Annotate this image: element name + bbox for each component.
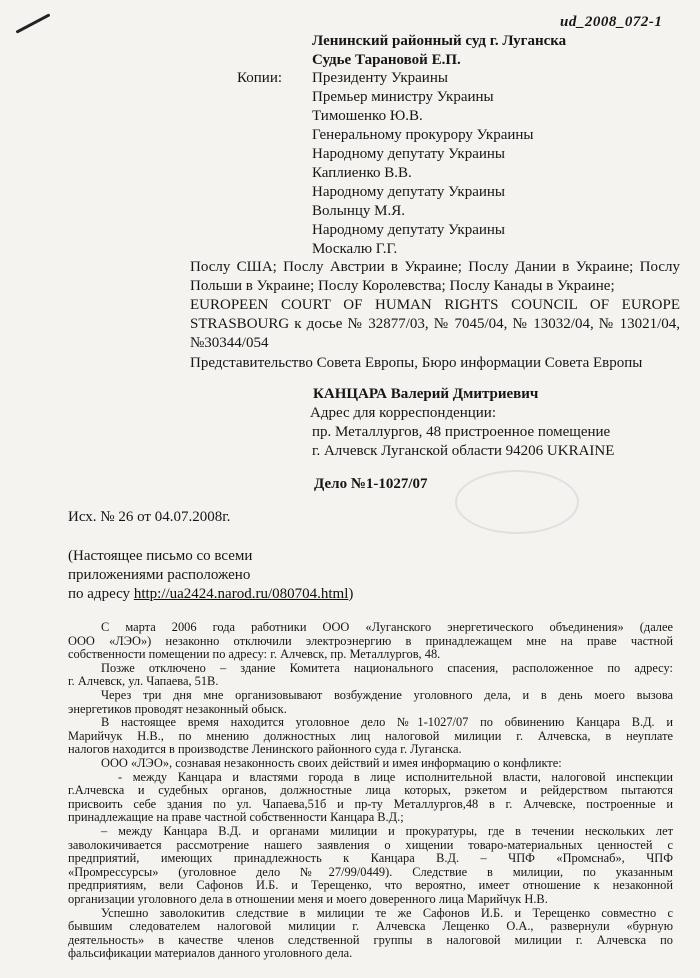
ambassadors-line: Представительство Совета Европы, Бюро информации Совета Европы xyxy=(190,355,643,371)
body-line: г. Алчевск, ул. Чапаева, 51В. xyxy=(68,674,219,689)
copy-recipient: Москалю Г.Г. xyxy=(312,241,398,257)
ambassadors-line: Послу США; Послу Австрии в Украине; Послу Дании в Украине; Послу xyxy=(190,259,680,275)
copy-recipient: Тимошенко Ю.В. xyxy=(312,108,423,124)
note-line-link xyxy=(68,585,353,604)
note-line: приложениями расположено xyxy=(68,567,251,583)
pen-stroke-mark xyxy=(16,13,51,33)
body-line: заволокичивается рассмотрение нашего заявления о хищении товаро-материальных ценностей с xyxy=(68,837,673,852)
body-line: Марийчук Н.В., по мнению должностных лиц налоговой милиции г. Алчевска, в неуплате xyxy=(68,728,673,743)
addressee-judge: Судье Тарановой Е.П. xyxy=(312,52,461,68)
sender-address-line: г. Алчевск Луганской области 94206 UKRAINE xyxy=(312,443,615,459)
ambassadors-line: STRASBOURG к досье № 32877/03, № 7045/04, № 13032/04, № 13021/04, xyxy=(190,316,680,332)
copy-recipient: Народному депутату Украины xyxy=(312,146,505,162)
ambassadors-line: №30344/054 xyxy=(190,335,269,351)
body-line: организации уголовного дела в отношении меня и моего доверенного лица Марийчук Н.В. xyxy=(68,892,548,906)
body-line: Через три дня мне организовывают возбуждение уголовного дела, и в день моего вызова xyxy=(101,688,673,702)
ambassadors-line: EUROPEEN COURT OF HUMAN RIGHTS COUNCIL OF EUROPE xyxy=(190,297,680,313)
body-line: предприятиям, вели Сафонов И.Б. и Терещенко, что вероятно, имеет отношение к незаконной xyxy=(68,878,673,893)
addressee-court: Ленинский районный суд г. Луганска xyxy=(312,33,567,49)
body-line: налогов находится в производстве Ленинского районного суда г. Луганска. xyxy=(68,742,462,757)
body-line: г.Алчевска и судебных органов, должностные лица которых, рэкетом и рейдерством пытаются xyxy=(68,783,673,798)
sender-address-line: пр. Металлургов, 48 пристроенное помещение xyxy=(312,424,611,440)
body-line: бывшим следователем налоговой милиции г. Алчевска Лещенко О.А., развернули «бурную xyxy=(68,919,673,934)
body-line: фальсификации материалов данного уголовного дела. xyxy=(68,946,353,961)
copy-recipient: Народному депутату Украины xyxy=(312,222,505,238)
copy-recipient: Народному депутату Украины xyxy=(312,184,505,200)
body-line: принадлежащие на праве частной собственности Канцара В.Д.; xyxy=(68,810,404,825)
body-line: энергетиков проводят незаконный обыск. xyxy=(68,701,287,716)
copy-recipient: Президенту Украины xyxy=(312,70,448,86)
copies-label: Копии: xyxy=(237,70,283,86)
body-line: ООО «ЛЭО») незаконно отключили электроэнергию в принадлежащем мне на праве частной xyxy=(68,633,673,648)
body-line: деятельность» в качестве членов следственной группы в налоговой милиции г. Алчевска по xyxy=(68,932,673,947)
ambassadors-line: Польши в Украине; Послу Королевства; Послу Канады в Украине; xyxy=(190,278,615,294)
copy-recipient: Премьер министру Украины xyxy=(312,89,494,105)
sender-address-label: Адрес для корреспонденции: xyxy=(310,405,497,421)
body-line: собственности помещении по адресу: г. Алчевск, пр. Металлургов, 48. xyxy=(68,647,441,662)
case-number: Дело №1-1027/07 xyxy=(314,476,428,492)
note-prefix: по адресу xyxy=(68,586,134,602)
body-line: В настоящее время находится уголовное дело №1-1027/07 по обвинению Канцара В.Д. и xyxy=(101,715,673,730)
body-line: ООО «ЛЭО», сознавая незаконность своих действий и имея информацию о конфликте: xyxy=(101,756,562,770)
faded-stamp xyxy=(455,470,579,534)
body-line: - между Канцара и властями города в лице исполнительной власти, налоговой инспекции xyxy=(118,769,673,784)
outgoing-reference: Исх. № 26 от 04.07.2008г. xyxy=(68,509,231,525)
letter-link[interactable]: http://ua2424.narod.ru/080704.html xyxy=(133,586,349,602)
body-line: Позже отключено – здание Комитета национального спасения, расположенное по адресу: xyxy=(101,660,673,675)
body-line: «Промрессурсы» (уголовное дело №27/99/0449). Следствие в милиции, по указанным xyxy=(68,864,673,879)
sender-name: КАНЦАРА Валерий Дмитриевич xyxy=(313,386,539,402)
body-line: – между Канцара В.Д. и органами милиции и прокуратуры, где в течении нескольких лет xyxy=(101,824,673,838)
document-id: ud_2008_072-1 xyxy=(560,14,663,30)
copy-recipient: Волынцу М.Я. xyxy=(312,203,406,219)
body-line: Успешно заволокитив следствие в милиции те же Сафонов И.Б. и Терещенко совместно с xyxy=(101,905,673,920)
copy-recipient: Генеральному прокурору Украины xyxy=(312,127,534,143)
body-line: присвоить себе здания по ул. Чапаева,51б и пр-ту Металлургов,48 в г. Алчевске, построенные и xyxy=(68,796,673,811)
note-line: (Настоящее письмо со всеми xyxy=(68,548,253,564)
copy-recipient: Каплиенко В.В. xyxy=(312,165,412,181)
body-line: предприятий, имеющих принадлежность к Канцара В.Д. – ЧПФ «Промснаб», ЧПФ xyxy=(68,851,673,866)
note-suffix: ) xyxy=(348,586,354,602)
body-line: С марта 2006 года работники ООО «Луганского энергетического объединения» (далее xyxy=(101,620,673,634)
